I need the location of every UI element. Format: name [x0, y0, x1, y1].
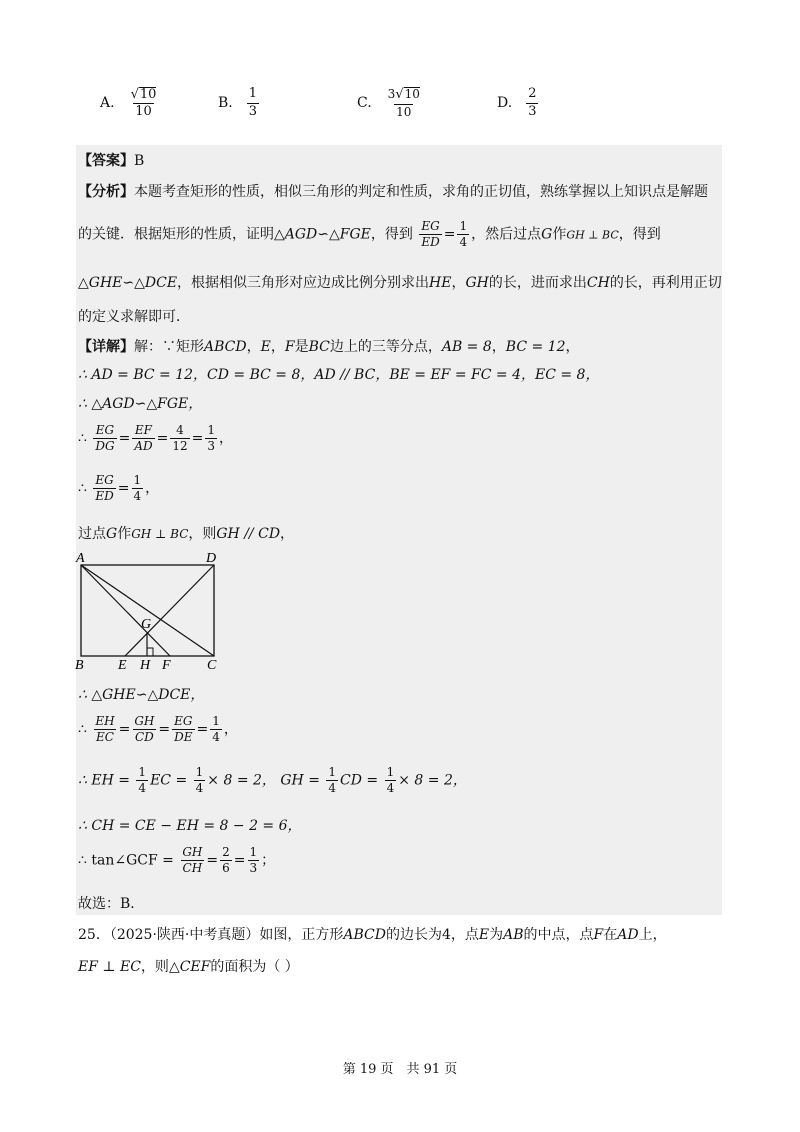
rectangle-diagram: [74, 550, 234, 670]
detail-line-12: 故选：B．: [78, 896, 145, 912]
fraction: $\frac{4}{12}$: [172, 423, 188, 454]
choice-c: [357, 78, 422, 128]
detail-line-6: 过点G作GH ⊥ BC，则GH // CD，: [78, 526, 295, 542]
fraction: $\frac{1}{4}$: [459, 219, 468, 250]
fraction: $\frac{EG}{ED}$: [421, 219, 440, 250]
detail-line-11: ∴ tan∠GCF = $\frac{GH}{CH}$ = $\frac{2}{6}$ = $\frac{1}{3}$ ；: [78, 845, 276, 876]
label-f: F: [162, 658, 171, 670]
fraction: $\frac{EF}{AD}$: [134, 423, 153, 454]
detail-line-8: ∴ $\frac{EH}{EC}$ = $\frac{GH}{CD}$ = $\frac{EG}{DE}$ = $\frac{1}{4}$ ，: [78, 714, 238, 745]
choice-fraction: $\frac{√10}{10}$: [130, 86, 157, 119]
detail-line-5: ∴ $\frac{EG}{ED}$ = $\frac{1}{4}$ ，: [78, 473, 160, 504]
fraction: $\frac{GH}{CH}$: [182, 845, 203, 876]
answer-value: B: [134, 153, 145, 169]
choice-label: D.: [497, 95, 513, 111]
analysis-line-4: 的定义求解即可．: [78, 309, 190, 325]
fraction: $\frac{1}{4}$: [212, 714, 220, 745]
fraction: $\frac{1}{4}$: [386, 765, 395, 796]
fraction: $\frac{1}{4}$: [133, 473, 142, 504]
segment-de: [125, 565, 214, 656]
label-h: H: [140, 658, 151, 670]
fraction: $\frac{EH}{EC}$: [95, 714, 115, 745]
detail-line-2: ∴ AD = BC = 12，CD = BC = 8，AD // BC，BE = EF = FC = 4，EC = 8，: [78, 367, 600, 383]
detail-line-7: ∴ △GHE∽△DCE，: [78, 687, 205, 703]
choice-d: [497, 78, 538, 128]
fraction: $\frac{EG}{DE}$: [174, 714, 193, 745]
choice-fraction: $\frac{3√10}{10}$: [387, 87, 420, 119]
fraction: $\frac{1}{3}$: [249, 845, 258, 876]
fraction: $\frac{2}{6}$: [222, 845, 230, 876]
segment-af: [81, 565, 170, 656]
detail-line-9: ∴ EH = $\frac{1}{4}$ EC = $\frac{1}{4}$ × 8 = 2， GH = $\frac{1}{4}$ CD = $\frac{1}{4}$ × 8 = 2，: [78, 765, 467, 796]
page-footer: 第 19 页 共 91 页: [342, 1062, 458, 1077]
detail-line-3: ∴ △AGD∽△FGE，: [78, 396, 203, 412]
choice-label: B.: [218, 95, 233, 111]
fraction: $\frac{EG}{DG}$: [95, 423, 115, 454]
fraction: $\frac{1}{4}$: [195, 765, 204, 796]
question-25-line-2: EF ⊥ EC，则△CEF的面积为（ ）: [78, 959, 299, 975]
fraction: $\frac{1}{4}$: [328, 765, 337, 796]
right-angle-mark: [147, 648, 153, 656]
label-a: A: [76, 551, 85, 566]
choice-fraction: $\frac{1}{3}$: [248, 86, 258, 119]
choice-b: [218, 78, 259, 128]
question-25-line-1: 25．（2025·陕西·中考真题）如图，正方形ABCD的边长为4，点E为AB的中点，点F在AD上，: [78, 927, 667, 943]
detail-line-10: ∴ CH = CE − EH = 8 − 2 = 6，: [78, 818, 302, 834]
fraction: $\frac{1}{3}$: [207, 423, 216, 454]
detail-line-4: ∴ $\frac{EG}{DG}$ = $\frac{EF}{AD}$ = $\frac{4}{12}$ = $\frac{1}{3}$ ，: [78, 423, 234, 454]
label-d: D: [206, 551, 217, 566]
answer-line: 【答案】B: [78, 153, 145, 169]
analysis-line-2: 的关键．根据矩形的性质，证明△AGD∽△FGE，得到 $\frac{EG}{ED}$ = $\frac{1}{4}$ ，然后过点G作GH ⊥ BC，得到: [78, 219, 661, 250]
answer-choices: [0, 78, 800, 128]
choice-label: A.: [100, 95, 115, 111]
choice-label: C.: [357, 95, 372, 111]
label-e: E: [118, 658, 127, 670]
label-b: B: [75, 658, 84, 670]
fraction: $\frac{GH}{CD}$: [134, 714, 155, 745]
choice-fraction: $\frac{2}{3}$: [528, 86, 537, 119]
fraction: $\frac{1}{4}$: [138, 765, 147, 796]
label-c: C: [207, 658, 217, 670]
choice-a: [100, 78, 158, 128]
analysis-line-1: 【分析】本题考查矩形的性质，相似三角形的判定和性质，求角的正切值，熟练掌握以上知识点是解题: [78, 184, 708, 200]
detail-line-1: 【详解】解：∵矩形ABCD，E，F是BC边上的三等分点，AB = 8，BC = 12，: [78, 339, 580, 355]
analysis-line-3: △GHE∽△DCE，根据相似三角形对应边成比例分别求出HE，GH的长，进而求出CH的长，再利用正切: [78, 275, 722, 291]
label-g: G: [141, 617, 152, 632]
fraction: $\frac{EG}{ED}$: [95, 473, 114, 504]
